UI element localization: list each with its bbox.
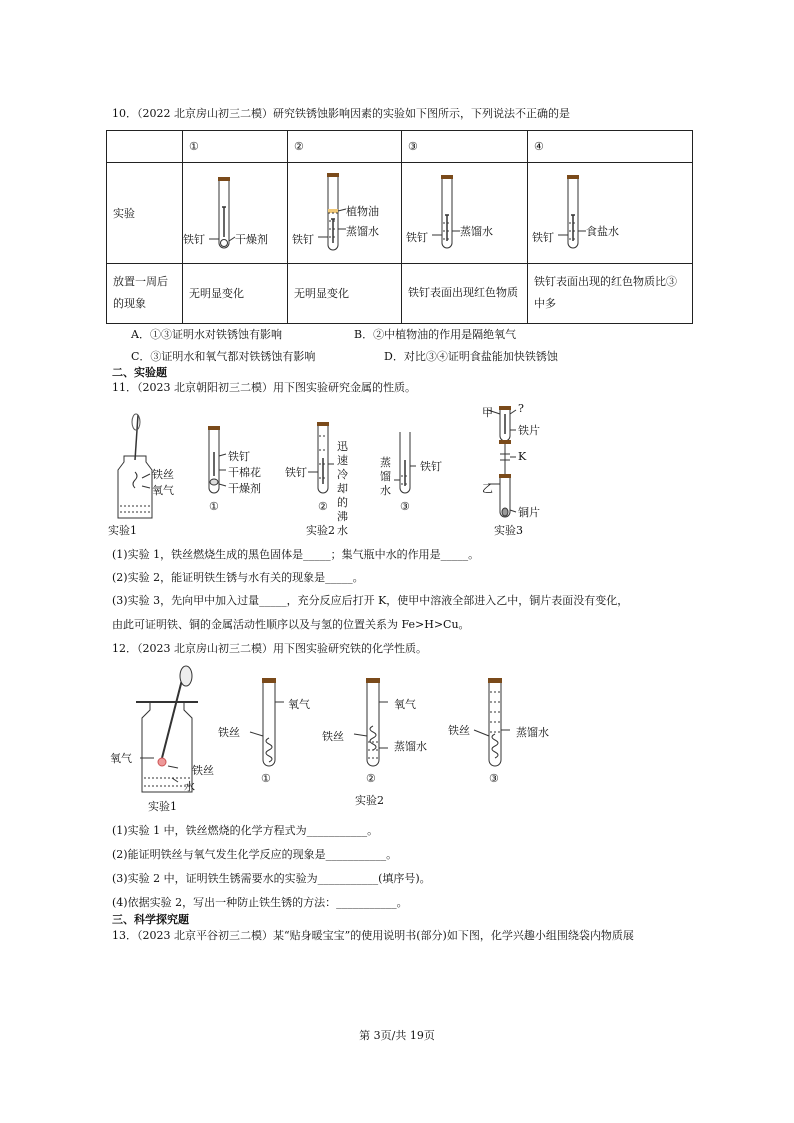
label-c3: ③ (489, 772, 499, 785)
q10-stem: 10．（2022 北京房山初三二模）研究铁锈蚀影响因素的实验如下图所示，下列说法不正确的是 (112, 107, 570, 120)
label-tieding: 铁钉 (532, 231, 554, 245)
label-yangqi: 氧气 (110, 752, 132, 765)
option-d: D．对比③④证明食盐能加快铁锈蚀 (384, 350, 558, 363)
fig-cell-4 (528, 163, 693, 264)
section-3-heading: 三、科学探究题 (112, 913, 189, 926)
label-tieding: 铁钉 (228, 450, 250, 463)
label-ganzaoji: 干燥剂 (228, 482, 261, 495)
label-exp2: 实验2 (306, 524, 335, 537)
label-c2: ② (366, 772, 376, 785)
option-b: B．②中植物油的作用是隔绝氧气 (354, 328, 517, 341)
label-q: ? (518, 402, 524, 415)
label-tieding: 铁钉 (292, 233, 314, 247)
q11-figure (108, 400, 608, 540)
fig-cell-3 (402, 163, 528, 264)
q11-part2: (2)实验 2，能证明铁生锈与水有关的现象是_____。 (112, 571, 364, 584)
q12-part2: (2)能证明铁丝与氧气发生化学反应的现象是___________。 (112, 848, 398, 861)
label-exp2: 实验2 (355, 794, 384, 807)
result-2: 无明显变化 (288, 263, 402, 323)
label-tiepian: 铁片 (518, 424, 540, 437)
label-tieding: 铁钉 (406, 231, 428, 245)
q11-part3b: 由此可证明铁、铜的金属活动性顺序以及与氢的位置关系为 Fe>H>Cu。 (112, 618, 470, 631)
label-exp1: 实验1 (108, 524, 137, 537)
label-zhengliushui: 蒸馏水 (460, 225, 493, 239)
test-tube-figure (408, 165, 528, 261)
page-footer: 第 3页/共 19页 (359, 1029, 435, 1042)
label-yangqi: 氧气 (394, 698, 416, 711)
label-tongpian: 铜片 (518, 506, 540, 519)
q13-stem: 13．（2023 北京平谷初三二模）某“贴身暖宝宝”的使用说明书(部分)如下图，化学兴趣小组围绕袋内物质展 (112, 929, 634, 942)
q12-part1: (1)实验 1 中，铁丝燃烧的化学方程式为___________。 (112, 824, 379, 837)
fig-cell-2 (288, 163, 402, 264)
label-shiyanshui: 食盐水 (586, 225, 619, 239)
label-c2: ② (318, 500, 328, 513)
col-num-3: ③ (402, 131, 528, 163)
label-shui: 水 (184, 780, 195, 793)
label-yangqi: 氧气 (288, 698, 310, 711)
result-4: 铁钉表面出现的红色物质比③中多 (528, 263, 693, 323)
label-zhengliushui: 蒸馏水 (346, 225, 379, 239)
row-header-result: 放置一周后的现象 (107, 263, 183, 323)
q10-table (106, 130, 693, 324)
col-num-4: ④ (528, 131, 693, 163)
q11-stem: 11．（2023 北京朝阳初三二模）用下图实验研究金属的性质。 (112, 381, 416, 394)
label-tiesi: 铁丝 (218, 726, 240, 739)
label-tiesi: 铁丝 (152, 468, 174, 481)
label-zhiwuyou: 植物油 (346, 205, 379, 219)
q12-part4: (4)依据实验 2，写出一种防止铁生锈的方法：___________。 (112, 896, 408, 909)
label-yangqi: 氧气 (152, 484, 174, 497)
section-2-heading: 二、实验题 (112, 366, 167, 379)
label-tiesi: 铁丝 (448, 724, 470, 737)
option-c: C．③证明水和氧气都对铁锈蚀有影响 (131, 350, 316, 363)
q12-part3: (3)实验 2 中，证明铁生锈需要水的实验为___________(填序号)。 (112, 872, 431, 885)
col-num-1: ① (183, 131, 288, 163)
label-yi: 乙 (482, 482, 493, 495)
result-3: 铁钉表面出现红色物质 (402, 263, 528, 323)
label-zhengliushui: 蒸馏水 (516, 726, 549, 739)
q12-stem: 12．（2023 北京房山初三二模）用下图实验研究铁的化学性质。 (112, 642, 427, 655)
label-c3: ③ (400, 500, 410, 513)
q12-figure (108, 662, 588, 812)
label-k: K (518, 450, 527, 463)
test-tube-figure (534, 165, 684, 261)
label-exp3: 实验3 (494, 524, 523, 537)
result-1: 无明显变化 (183, 263, 288, 323)
table-corner (107, 131, 183, 163)
label-jia: 甲 (482, 406, 493, 419)
label-tieding: 铁钉 (183, 233, 205, 247)
q11-part3a: (3)实验 3，先向甲中加入过量_____，充分反应后打开 K，使甲中溶液全部进入乙中，铜片表面没有变化， (112, 594, 629, 607)
label-tieding: 铁钉 (285, 466, 307, 479)
label-exp1: 实验1 (148, 800, 177, 813)
label-zhengliushui: 蒸馏水 (380, 456, 391, 497)
fig-cell-1 (183, 163, 288, 264)
label-c1: ① (209, 500, 219, 513)
label-tiesi: 铁丝 (322, 730, 344, 743)
label-xunsu: 迅速冷却的沸水 (337, 440, 348, 537)
row-header-exp: 实验 (107, 163, 183, 264)
option-a: A．①③证明水对铁锈蚀有影响 (131, 328, 282, 341)
label-c1: ① (261, 772, 271, 785)
col-num-2: ② (288, 131, 402, 163)
q11-part1: (1)实验 1，铁丝燃烧生成的黑色固体是_____；集气瓶中水的作用是_____。 (112, 548, 480, 561)
label-tiesi: 铁丝 (192, 764, 214, 777)
label-zhengliushui: 蒸馏水 (394, 740, 427, 753)
label-ganmianhua: 干棉花 (228, 466, 261, 479)
label-tieding: 铁钉 (420, 460, 442, 473)
label-ganzaoji: 干燥剂 (235, 233, 268, 247)
